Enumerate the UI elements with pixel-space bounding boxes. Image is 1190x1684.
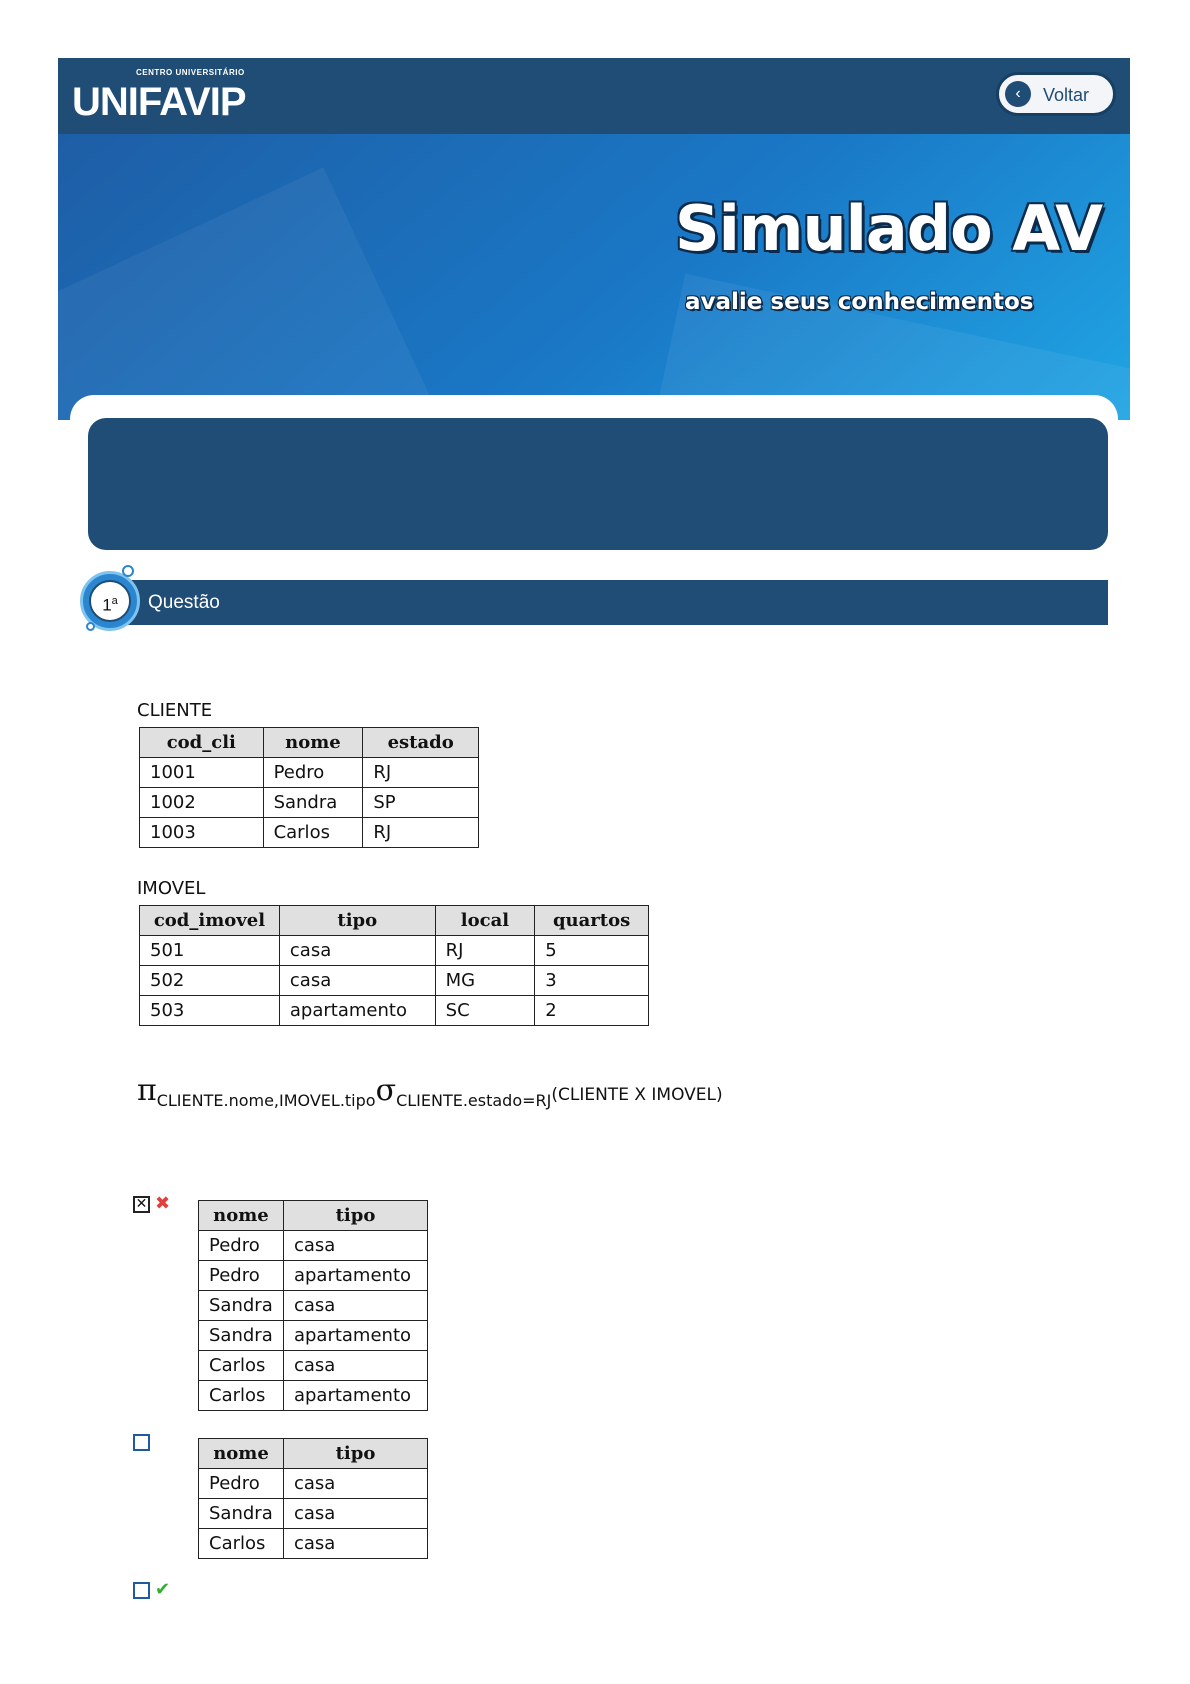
question-number: 1$^a$	[89, 580, 131, 622]
projection-symbol: π	[137, 1073, 157, 1108]
brand-tagline: CENTRO UNIVERSITÁRIO	[136, 68, 245, 77]
table-cell: 502	[140, 966, 280, 996]
table-row	[140, 758, 479, 788]
option-c-checkbox[interactable]	[133, 1582, 150, 1599]
table-cell: apartamento	[283, 1321, 427, 1351]
table-cell: 5	[535, 936, 649, 966]
table-cell: Sandra	[199, 1499, 284, 1529]
column-header: tipo	[283, 1201, 427, 1231]
badge-decor-dot	[86, 622, 95, 631]
table-cell: Carlos	[199, 1351, 284, 1381]
chevron-left-icon: ‹	[1005, 81, 1031, 107]
table-cell: casa	[283, 1231, 427, 1261]
table-cell: casa	[283, 1351, 427, 1381]
hero-subtitle: avalie seus conhecimentos	[685, 289, 1034, 315]
table-row	[140, 996, 649, 1026]
table-cell: casa	[283, 1469, 427, 1499]
option-a-table	[198, 1200, 428, 1411]
table-cell: MG	[435, 966, 535, 996]
column-header: nome	[199, 1439, 284, 1469]
column-header: local	[435, 906, 535, 936]
table-row	[199, 1231, 428, 1261]
selection-condition: CLIENTE.estado=RJ	[396, 1091, 552, 1110]
table-row	[199, 1351, 428, 1381]
table-cell: casa	[283, 1499, 427, 1529]
table-cell: 503	[140, 996, 280, 1026]
correct-answer-icon: ✔	[155, 1579, 171, 1600]
option-b-checkbox[interactable]	[133, 1434, 150, 1451]
column-header: cod_cli	[140, 728, 264, 758]
table-row	[199, 1381, 428, 1411]
table-header-row	[199, 1201, 428, 1231]
table-row	[140, 818, 479, 848]
table-cell: 1001	[140, 758, 264, 788]
relational-algebra-expression	[137, 1073, 723, 1110]
expression-arguments: (CLIENTE X IMOVEL)	[551, 1085, 723, 1105]
back-button[interactable]	[996, 72, 1116, 116]
table-row	[140, 966, 649, 996]
table-cell: RJ	[435, 936, 535, 966]
table-cell: Pedro	[199, 1469, 284, 1499]
column-header: tipo	[279, 906, 435, 936]
column-header: quartos	[535, 906, 649, 936]
selection-symbol: σ	[375, 1073, 397, 1108]
table-cell: Sandra	[199, 1321, 284, 1351]
table-cell: Carlos	[199, 1381, 284, 1411]
option-b-table	[198, 1438, 428, 1559]
table-cell: 3	[535, 966, 649, 996]
table-cell: apartamento	[279, 996, 435, 1026]
table-cell: SP	[363, 788, 479, 818]
table-cell: RJ	[363, 818, 479, 848]
table-cell: RJ	[363, 758, 479, 788]
table-cell: 501	[140, 936, 280, 966]
column-header: nome	[199, 1201, 284, 1231]
hero-banner	[58, 134, 1130, 420]
brand-logo: UNIFAVIP	[72, 80, 246, 124]
table-cell: 2	[535, 996, 649, 1026]
option-a-checkbox[interactable]: ✕	[133, 1196, 150, 1213]
wrong-answer-icon: ✖	[155, 1193, 171, 1214]
table-cell: Carlos	[199, 1529, 284, 1559]
question-header-bar	[100, 580, 1108, 625]
table-cell: Pedro	[263, 758, 363, 788]
table-header-row	[140, 728, 479, 758]
table-row	[199, 1261, 428, 1291]
table-row	[199, 1469, 428, 1499]
projection-attributes: CLIENTE.nome,IMOVEL.tipo	[156, 1091, 376, 1110]
info-panel	[88, 418, 1108, 550]
table-cell: Pedro	[199, 1231, 284, 1261]
table-cell: casa	[279, 966, 435, 996]
table-cell: Sandra	[263, 788, 363, 818]
table-cell: Sandra	[199, 1291, 284, 1321]
table-cell: apartamento	[283, 1261, 427, 1291]
column-header: nome	[263, 728, 363, 758]
table-header-row	[199, 1439, 428, 1469]
imovel-table-title: IMOVEL	[137, 878, 206, 899]
imovel-table	[139, 905, 649, 1026]
table-cell: apartamento	[283, 1381, 427, 1411]
back-button-label: Voltar	[1043, 85, 1090, 105]
table-row	[199, 1321, 428, 1351]
table-row	[199, 1291, 428, 1321]
banner-decor-shape	[58, 167, 433, 420]
cliente-table	[139, 727, 479, 848]
table-row	[140, 936, 649, 966]
table-cell: Carlos	[263, 818, 363, 848]
column-header: estado	[363, 728, 479, 758]
table-row	[140, 788, 479, 818]
column-header: cod_imovel	[140, 906, 280, 936]
table-cell: SC	[435, 996, 535, 1026]
table-row	[199, 1529, 428, 1559]
table-row	[199, 1499, 428, 1529]
cliente-table-title: CLIENTE	[137, 700, 213, 721]
table-cell: Pedro	[199, 1261, 284, 1291]
column-header: tipo	[283, 1439, 427, 1469]
table-cell: 1003	[140, 818, 264, 848]
table-cell: casa	[279, 936, 435, 966]
table-cell: 1002	[140, 788, 264, 818]
question-label: Questão	[148, 592, 220, 613]
table-cell: casa	[283, 1529, 427, 1559]
table-cell: casa	[283, 1291, 427, 1321]
top-header	[58, 58, 1130, 134]
hero-title: Simulado AV	[675, 192, 1103, 265]
table-header-row	[140, 906, 649, 936]
badge-decor-dot	[122, 565, 134, 577]
